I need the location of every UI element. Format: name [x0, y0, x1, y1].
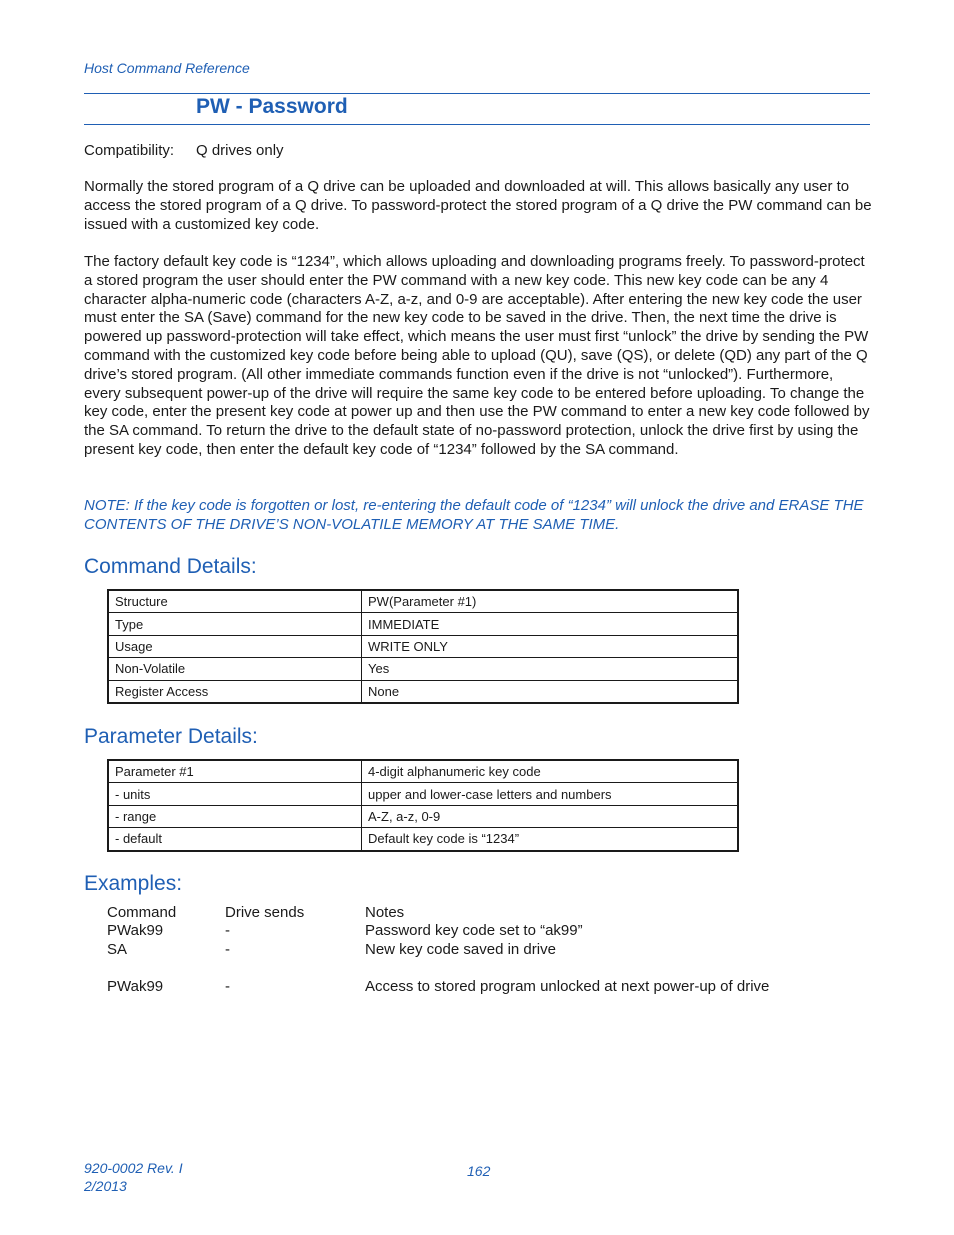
table-row [108, 613, 738, 635]
example-command: PWak99 [107, 978, 164, 995]
example-row [107, 940, 807, 959]
table-cell: Non-Volatile [108, 658, 362, 680]
table-row [108, 590, 738, 613]
table-row [108, 760, 738, 783]
example-notes: Access to stored program unlocked at next power-up of drive [365, 978, 770, 995]
table-cell: PW(Parameter #1) [362, 590, 739, 613]
table-cell: Register Access [108, 680, 362, 703]
examples-heading: Examples: [84, 872, 183, 895]
header-bottom-rule [84, 124, 870, 125]
table-cell: Type [108, 613, 362, 635]
header-top-rule [84, 93, 870, 94]
table-cell: Usage [108, 635, 362, 657]
parameter-details-heading: Parameter Details: [84, 725, 258, 748]
compatibility-line [84, 142, 284, 161]
intro-paragraph: Normally the stored program of a Q drive can be uploaded and downloaded at will. This allows basically any user to access the stored program of a Q drive. To password-protect the stored program of a Q drive the PW command can be issued with a customized key code. [84, 178, 872, 233]
compatibility-label: Compatibility: [84, 142, 175, 159]
key-code-paragraph: The factory default key code is “1234”, which allows uploading and downloading programs freely. To password-protect a stored program the user should enter the PW command with a new key code. This new key code can be any 4 character alpha-numeric code (characters A-Z, a-z, and 0-9 are acceptable). After entering the new key code the user must enter the SA (Save) command for the new key code to be saved in the drive. Then, the next time the drive is powered up password-protection will take effect, which means the user must first “unlock” the drive by sending the PW command with the customized key code before being able to upload (QU), save (QS), or delete (QD) any part of the Q drive’s stored program. (All other immediate commands function even if the drive is not “unlocked”). Furthermore, every subsequent power-up of the drive will require the same key code to be entered before uploading. To change the key code, enter the present key code at power up and then use the PW command to enter a new key code followed by the SA command. To return the drive to the default state of no-password protection, unlock the drive first by using the present key code, then enter the default key code of “1234” followed by the SA command. [84, 253, 870, 458]
example-drive-sends: - [225, 922, 230, 939]
example-notes: Password key code set to “ak99” [365, 922, 583, 939]
examples-column-notes: Notes [365, 904, 405, 921]
table-row [108, 805, 738, 827]
example-row [107, 921, 807, 940]
table-row [108, 783, 738, 805]
example-command: SA [107, 941, 128, 958]
warning-note: NOTE: If the key code is forgotten or lost, re-entering the default code of “1234” will unlock the drive and ERASE THE CONTENTS OF THE DRIVE’S NON-VOLATILE MEMORY AT THE SAME TIME. [84, 497, 864, 533]
parameter-details-table [107, 759, 739, 852]
table-cell: - range [108, 805, 362, 827]
table-cell: Yes [362, 658, 739, 680]
table-cell: WRITE ONLY [362, 635, 739, 657]
footer-doc-info [84, 1159, 183, 1195]
command-details-table [107, 589, 739, 704]
footer-doc-number: 920-0002 Rev. I [84, 1160, 183, 1176]
table-row [108, 828, 738, 851]
footer-page-number: 162 [467, 1163, 491, 1179]
table-cell: upper and lower-case letters and numbers [362, 783, 739, 805]
table-cell: - default [108, 828, 362, 851]
table-cell: Parameter #1 [108, 760, 362, 783]
example-notes: New key code saved in drive [365, 941, 556, 958]
example-drive-sends: - [225, 941, 230, 958]
table-cell: IMMEDIATE [362, 613, 739, 635]
table-row [108, 635, 738, 657]
examples-column-drive-sends: Drive sends [225, 904, 305, 921]
compatibility-value: Q drives only [196, 142, 284, 159]
table-cell: A-Z, a-z, 0-9 [362, 805, 739, 827]
table-row [108, 658, 738, 680]
table-row [108, 680, 738, 703]
table-cell: None [362, 680, 739, 703]
example-row [107, 977, 807, 996]
table-cell: - units [108, 783, 362, 805]
table-cell: 4-digit alphanumeric key code [362, 760, 739, 783]
command-details-heading: Command Details: [84, 555, 257, 578]
header-section-ref: Host Command Reference [84, 60, 250, 76]
table-cell: Structure [108, 590, 362, 613]
example-drive-sends: - [225, 978, 230, 995]
examples-header-row [107, 903, 807, 922]
example-command: PWak99 [107, 922, 164, 939]
examples-column-command: Command [107, 904, 177, 921]
footer-date: 2/2013 [84, 1178, 127, 1194]
table-cell: Default key code is “1234” [362, 828, 739, 851]
page-title: PW - Password [196, 95, 348, 118]
